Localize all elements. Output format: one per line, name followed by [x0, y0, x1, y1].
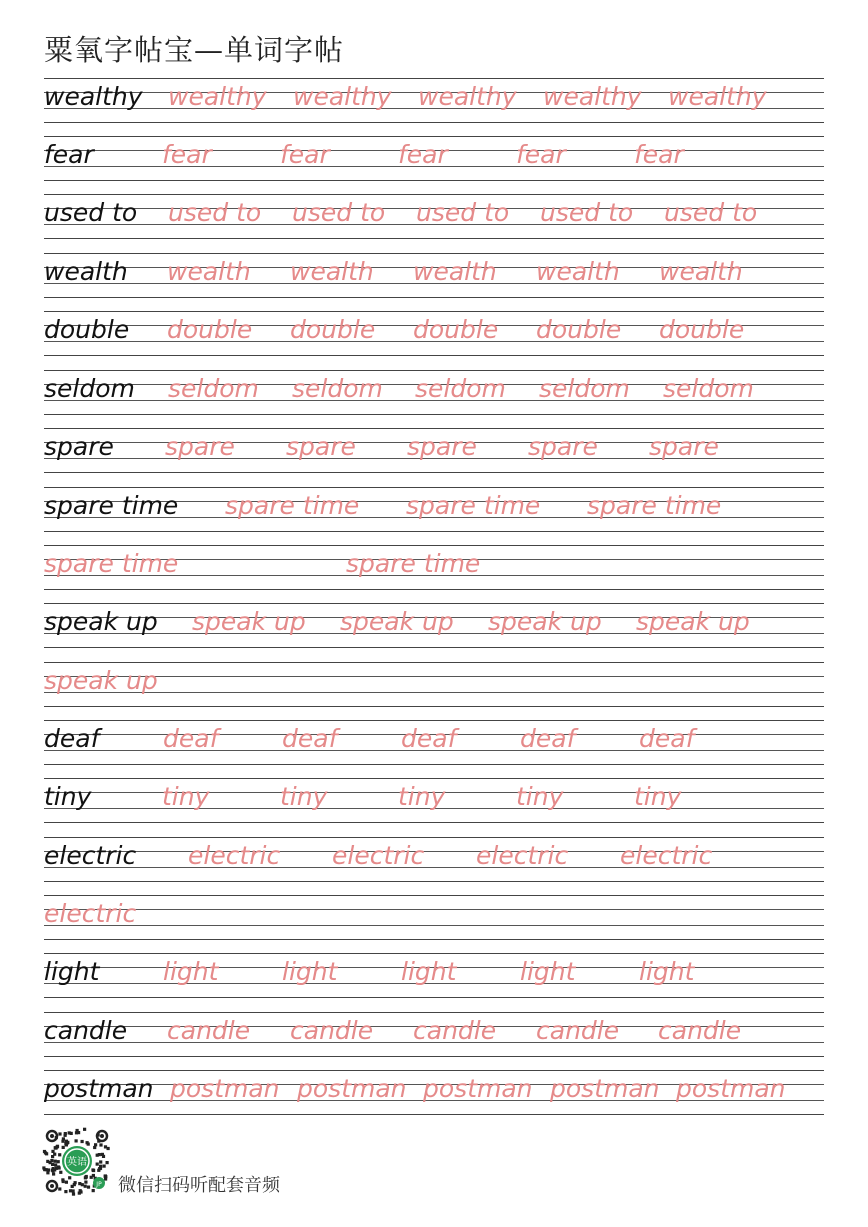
practice-row [44, 194, 824, 238]
trace-word: fear [280, 140, 330, 169]
ruling-line [44, 1114, 824, 1115]
model-word: electric [44, 841, 137, 870]
practice-row [44, 837, 824, 881]
ruling-line [44, 472, 824, 473]
audio-caption: 微信扫码听配套音频 [118, 1175, 280, 1196]
trace-word: spare time [44, 549, 179, 578]
ruling-line [44, 603, 824, 604]
trace-word: spare [407, 432, 477, 461]
trace-word: light [401, 957, 457, 986]
trace-word: used to [664, 198, 758, 227]
trace-word: spare [286, 432, 356, 461]
model-word: candle [44, 1016, 128, 1045]
trace-word: electric [332, 841, 425, 870]
trace-word: postman [423, 1074, 533, 1103]
trace-word: deaf [163, 724, 219, 753]
trace-word: light [282, 957, 338, 986]
practice-row [44, 311, 824, 355]
trace-word: double [290, 315, 376, 344]
trace-word: speak up [44, 666, 158, 695]
trace-word: wealthy [293, 82, 392, 111]
practice-row [44, 1070, 824, 1114]
trace-word: double [536, 315, 622, 344]
model-word: wealth [44, 257, 128, 286]
trace-word: used to [416, 198, 510, 227]
practice-row [44, 136, 824, 180]
ruling-line [44, 662, 824, 663]
ruling-line [44, 122, 824, 123]
practice-row [44, 953, 824, 997]
trace-word: candle [167, 1016, 251, 1045]
trace-word: tiny [280, 782, 328, 811]
model-word: tiny [44, 782, 92, 811]
trace-word: deaf [520, 724, 576, 753]
ruling-line [44, 545, 824, 546]
ruling-line [44, 531, 824, 532]
ruling-line [44, 837, 824, 838]
model-word: deaf [44, 724, 100, 753]
trace-word: seldom [415, 374, 506, 403]
trace-word: postman [676, 1074, 786, 1103]
trace-word: double [659, 315, 745, 344]
model-word: speak up [44, 607, 158, 636]
trace-word: wealth [167, 257, 251, 286]
trace-word: double [167, 315, 253, 344]
trace-word: postman [170, 1074, 280, 1103]
trace-word: light [163, 957, 219, 986]
model-word: fear [44, 140, 94, 169]
trace-word: deaf [401, 724, 457, 753]
trace-word: speak up [192, 607, 306, 636]
model-word: spare [44, 432, 114, 461]
trace-word: candle [658, 1016, 742, 1045]
practice-row [44, 545, 824, 589]
ruling-line [44, 1012, 824, 1013]
trace-word: spare [649, 432, 719, 461]
trace-word: electric [188, 841, 281, 870]
ruling-line [44, 953, 824, 954]
trace-word: tiny [162, 782, 210, 811]
model-word: double [44, 315, 130, 344]
ruling-line [44, 925, 824, 926]
practice-row [44, 1012, 824, 1056]
practice-row [44, 662, 824, 706]
practice-row [44, 253, 824, 297]
ruling-line [44, 78, 824, 79]
ruling-line [44, 676, 824, 677]
model-word: used to [44, 198, 138, 227]
ruling-line [44, 297, 824, 298]
trace-word: wealthy [668, 82, 767, 111]
model-word: seldom [44, 374, 135, 403]
practice-row [44, 778, 824, 822]
page-title: 粟氧字帖宝—单词字帖 [44, 33, 345, 67]
ruling-line [44, 194, 824, 195]
trace-word: seldom [539, 374, 630, 403]
ruling-line [44, 1056, 824, 1057]
ruling-line [44, 311, 824, 312]
trace-word: double [413, 315, 499, 344]
ruling-line [44, 414, 824, 415]
trace-word: wealthy [543, 82, 642, 111]
model-word: postman [44, 1074, 154, 1103]
model-word: spare time [44, 491, 179, 520]
trace-word: deaf [639, 724, 695, 753]
trace-word: used to [168, 198, 262, 227]
ruling-line [44, 895, 824, 896]
trace-word: used to [540, 198, 634, 227]
practice-row [44, 370, 824, 414]
practice-row [44, 78, 824, 122]
trace-word: postman [550, 1074, 660, 1103]
qr-code-icon [42, 1126, 112, 1196]
model-word: light [44, 957, 100, 986]
ruling-line [44, 706, 824, 707]
ruling-line [44, 428, 824, 429]
trace-word: tiny [398, 782, 446, 811]
trace-word: fear [162, 140, 212, 169]
trace-word: wealth [659, 257, 743, 286]
trace-word: spare time [587, 491, 722, 520]
trace-word: tiny [516, 782, 564, 811]
trace-word: fear [634, 140, 684, 169]
ruling-line [44, 370, 824, 371]
trace-word: spare time [225, 491, 360, 520]
ruling-line [44, 1070, 824, 1071]
trace-word: seldom [292, 374, 383, 403]
trace-word: seldom [168, 374, 259, 403]
ruling-line [44, 881, 824, 882]
trace-word: speak up [340, 607, 454, 636]
trace-word: tiny [634, 782, 682, 811]
trace-word: spare [165, 432, 235, 461]
ruling-line [44, 487, 824, 488]
trace-word: deaf [282, 724, 338, 753]
ruling-line [44, 647, 824, 648]
ruling-line [44, 589, 824, 590]
ruling-line [44, 355, 824, 356]
trace-word: candle [536, 1016, 620, 1045]
trace-word: fear [398, 140, 448, 169]
ruling-line [44, 997, 824, 998]
ruling-line [44, 778, 824, 779]
trace-word: speak up [488, 607, 602, 636]
ruling-line [44, 692, 824, 693]
practice-row [44, 895, 824, 939]
practice-row [44, 720, 824, 764]
qr-badge-text: 英语 [67, 1157, 87, 1168]
ruling-line [44, 180, 824, 181]
ruling-line [44, 764, 824, 765]
qr-corner-text: JP [96, 1181, 102, 1188]
trace-word: seldom [663, 374, 754, 403]
ruling-line [44, 720, 824, 721]
trace-word: light [520, 957, 576, 986]
practice-row [44, 428, 824, 472]
trace-word: candle [413, 1016, 497, 1045]
ruling-line [44, 909, 824, 910]
trace-word: fear [516, 140, 566, 169]
trace-word: wealthy [168, 82, 267, 111]
trace-word: used to [292, 198, 386, 227]
trace-word: electric [44, 899, 137, 928]
trace-word: spare time [346, 549, 481, 578]
ruling-line [44, 136, 824, 137]
trace-word: candle [290, 1016, 374, 1045]
ruling-line [44, 238, 824, 239]
practice-row [44, 603, 824, 647]
trace-word: electric [476, 841, 569, 870]
trace-word: light [639, 957, 695, 986]
trace-word: spare time [406, 491, 541, 520]
trace-word: wealth [413, 257, 497, 286]
trace-word: speak up [636, 607, 750, 636]
trace-word: wealth [536, 257, 620, 286]
trace-word: postman [297, 1074, 407, 1103]
trace-word: spare [528, 432, 598, 461]
ruling-line [44, 822, 824, 823]
trace-word: wealth [290, 257, 374, 286]
trace-word: wealthy [418, 82, 517, 111]
practice-row [44, 487, 824, 531]
ruling-line [44, 939, 824, 940]
model-word: wealthy [44, 82, 143, 111]
ruling-line [44, 253, 824, 254]
trace-word: electric [620, 841, 713, 870]
